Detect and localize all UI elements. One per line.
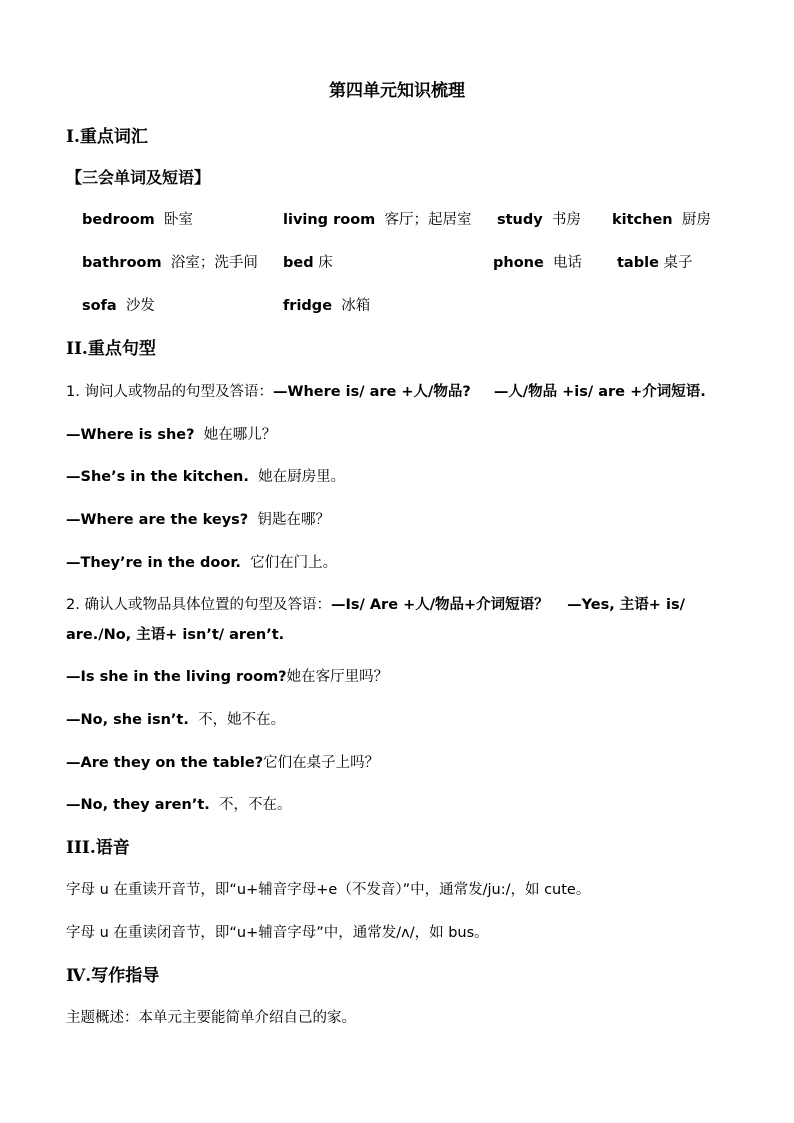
example-zh: 它们在门上。 [250,555,338,571]
vocab-zh: 冰箱 [341,298,371,314]
example-line [66,508,766,529]
vocab-zh: 桌子 [663,255,693,271]
section-heading-vocabulary: I.重点词汇 [66,127,148,147]
pattern-line-2-cont: are./No, 主语+ isn’t/ aren’t. [66,627,285,643]
vocab-item [617,251,693,272]
phonics-line: 字母 u 在重读闭音节，即“u+辅音字母”中，通常发/ʌ/，如 bus。 [66,925,489,941]
subheading-words-phrases: 【三会单词及短语】 [66,168,211,187]
vocab-item [82,294,155,315]
example-zh: 它们在桌子上吗？ [263,755,380,771]
writing-line: 主题概述：本单元主要能简单介绍自己的家。 [66,1010,356,1026]
vocab-zh: 浴室；洗手间 [170,255,258,271]
example-en: —No, they aren’t. [66,797,210,813]
example-zh: 她在厨房里。 [258,469,346,485]
section-heading-writing: Ⅳ.写作指导 [66,966,160,986]
vocab-en: study [497,212,543,228]
section-heading-sentences: II.重点句型 [66,339,156,359]
vocab-en: fridge [283,298,333,314]
vocab-en: sofa [82,298,117,314]
vocab-zh: 电话 [553,255,583,271]
phonics-line: 字母 u 在重读开音节，即“u+辅音字母+e（不发音）”中，通常发/ju:/，如 cute。 [66,882,591,898]
pattern-question: —Where is/ are +人/物品? [272,384,471,400]
example-zh: 钥匙在哪？ [257,512,330,528]
example-en: —Where are the keys? [66,512,249,528]
vocab-row [0,294,794,316]
vocab-item [497,208,581,229]
example-en: —No, she isn’t. [66,712,189,728]
vocab-item [283,251,333,272]
example-zh: 她在客厅里吗？ [286,669,389,685]
pattern-intro: 2. 确认人或物品具体位置的句型及答语： [66,597,331,613]
example-line [66,551,766,572]
example-en: —Where is she? [66,427,195,443]
example-zh: 她在哪儿？ [203,427,277,443]
pattern-line-2 [66,593,766,614]
vocab-en: bedroom [82,212,155,228]
example-line [66,665,766,686]
vocab-zh: 书房 [551,212,581,228]
pattern-intro: 1. 询问人或物品的句型及答语： [66,384,273,400]
pattern-answer: —Yes, 主语+ is/ [567,597,685,613]
page-title: 第四单元知识梳理 [329,81,465,101]
example-en: —Is she in the living room? [66,669,287,685]
vocab-en: table [617,255,659,271]
pattern-question: —Is/ Are +人/物品+介词短语？ [330,597,549,613]
example-zh: 不，她不在。 [198,712,286,728]
vocab-en: bed [283,255,314,271]
vocab-row [0,251,794,273]
vocab-item [493,251,582,272]
vocab-item [82,208,193,229]
section-heading-phonics: III.语音 [66,838,130,858]
vocab-zh: 厨房 [681,212,711,228]
vocab-item [612,208,711,229]
vocab-zh: 卧室 [164,212,193,228]
vocab-zh: 客厅；起居室 [384,212,472,228]
example-line [66,465,766,486]
example-en: —She’s in the kitchen. [66,469,249,485]
vocab-zh: 床 [318,255,333,271]
vocab-item [283,294,370,315]
vocab-en: phone [493,255,544,271]
vocab-zh: 沙发 [125,298,155,314]
vocab-en: living room [283,212,376,228]
example-line [66,793,766,814]
pattern-answer: —人/物品 +is/ are +介词短语. [493,384,706,400]
example-en: —They’re in the door. [66,555,241,571]
vocab-en: kitchen [612,212,673,228]
pattern-line-1 [66,380,766,401]
vocab-row [0,208,794,230]
example-zh: 不，不在。 [219,797,292,813]
example-line [66,708,766,729]
example-line [66,423,766,444]
vocab-item [283,208,472,229]
example-en: —Are they on the table? [66,755,264,771]
vocab-en: bathroom [82,255,162,271]
example-line [66,751,766,772]
vocab-item [82,251,258,272]
